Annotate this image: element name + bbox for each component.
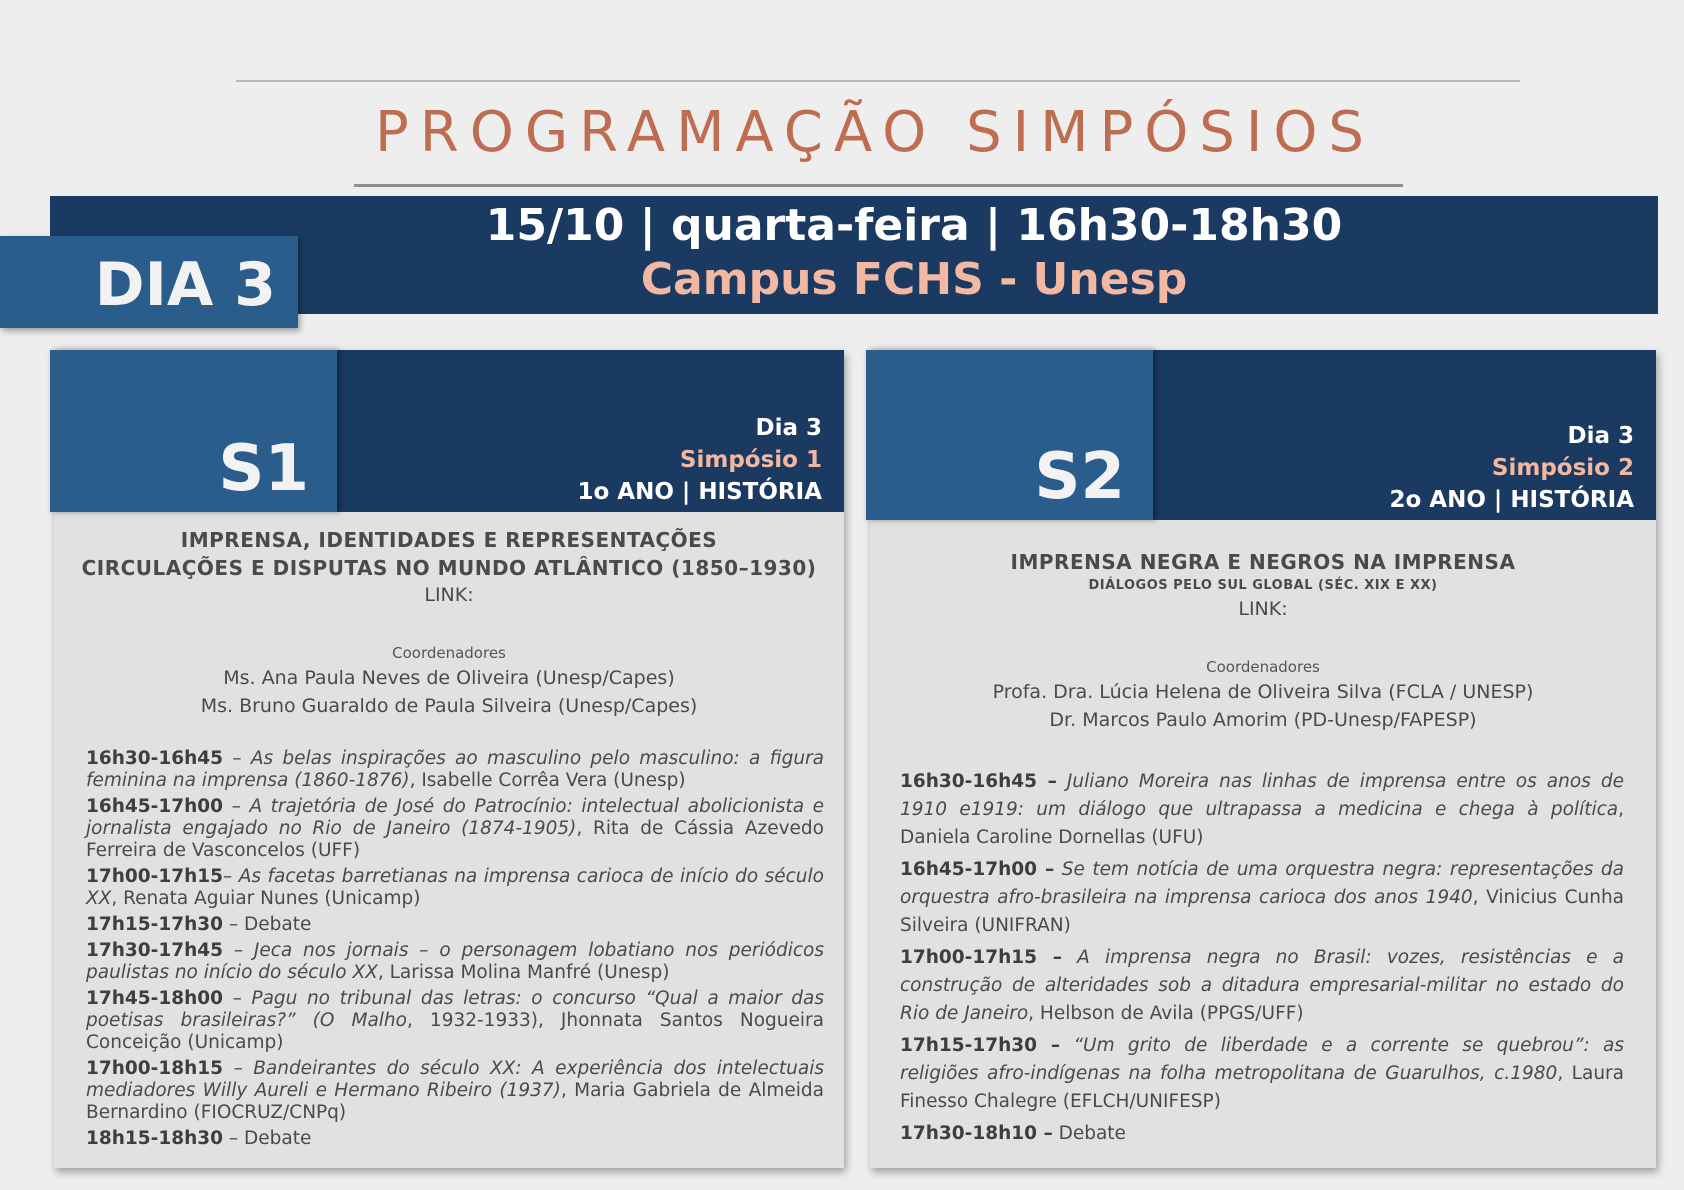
schedule-author: , Larissa Molina Manfré (Unesp) bbox=[377, 962, 670, 983]
schedule-time: 16h45-17h00 bbox=[86, 796, 223, 817]
schedule-author: , Helbson de Avila (PPGS/UFF) bbox=[1028, 1003, 1304, 1024]
page-title: PROGRAMAÇÃO SIMPÓSIOS bbox=[375, 100, 1375, 165]
schedule-talk-title: Bandeirantes do século XX: A experiência dos intelectuais mediadores Willy Aureli e Hermano Ribeiro (1937) bbox=[86, 1058, 824, 1101]
coordinator-name: Dr. Marcos Paulo Amorim (PD-Unesp/FAPESP) bbox=[1049, 709, 1477, 731]
schedule-time: 16h30-16h45 – bbox=[900, 771, 1057, 792]
card-day: Dia 3 bbox=[755, 415, 822, 441]
schedule-author: , Rita de Cássia Azevedo Ferreira de Vasconcelos (UFF) bbox=[86, 818, 824, 861]
schedule-talk-title: Pagu no tribunal das letras: o concurso “Qual a maior das poetisas brasileiras?” (O Malho bbox=[86, 988, 825, 1031]
coordinators-label: Coordenadores bbox=[1206, 658, 1320, 676]
schedule-author: , Isabelle Corrêa Vera (Unesp) bbox=[409, 770, 686, 791]
schedule-item: 18h15-18h30 – Debate bbox=[86, 1128, 312, 1149]
banner-date-line: 15/10 | quarta-feira | 16h30-18h30 bbox=[485, 200, 1343, 251]
schedule-item bbox=[900, 1120, 1624, 1148]
schedule-list bbox=[870, 768, 1656, 1148]
schedule-item bbox=[900, 944, 1624, 1028]
schedule-author: , Daniela Caroline Dornellas (UFU) bbox=[900, 799, 1624, 848]
coordinator-name: Profa. Dra. Lúcia Helena de Oliveira Silva (FCLA / UNESP) bbox=[992, 681, 1534, 703]
schedule-talk-title: A imprensa negra no Brasil: vozes, resistências e a construção de alteridades sob a ditadura empresarial-militar no estado do Rio de Janeiro bbox=[900, 947, 1624, 1024]
schedule-talk-title: Juliano Moreira nas linhas de imprensa entre os anos de 1910 e1919: um diálogo que ultrapassa a medicina e chega à política bbox=[900, 771, 1624, 820]
card-symposium: Simpósio 2 bbox=[1491, 455, 1634, 481]
schedule-author: , Maria Gabriela de Almeida Bernardino (FIOCRUZ/CNPq) bbox=[86, 1080, 824, 1123]
schedule-talk-title: As belas inspirações ao masculino pelo masculino: a figura feminina na imprensa (1860-1876) bbox=[86, 748, 824, 791]
coordinator-name: Ms. Ana Paula Neves de Oliveira (Unesp/Capes) bbox=[223, 667, 675, 689]
schedule-talk-title: As facetas barretianas na imprensa carioca de início do século XX bbox=[86, 866, 824, 909]
card-day: Dia 3 bbox=[1567, 423, 1634, 449]
schedule-author: , 1932-1933), Jhonnata Santos Nogueira Conceição (Unicamp) bbox=[86, 1010, 824, 1053]
schedule-time: 17h15-17h30 – bbox=[900, 1035, 1061, 1056]
schedule-item: 17h00-17h15– As facetas barretianas na imprensa carioca de início do século XX, Renata Aguiar Nunes (Unicamp) bbox=[86, 866, 824, 909]
symposium-code-box bbox=[50, 350, 337, 512]
theme-title: IMPRENSA, IDENTIDADES E REPRESENTAÇÕES bbox=[180, 528, 718, 552]
banner-venue: Campus FCHS - Unesp bbox=[640, 254, 1188, 305]
schedule-item: 16h45-17h00 – A trajetória de José do Patrocínio: intelectual abolicionista e jornalista engajado no Rio de Janeiro (1874-1905), Rita de Cássia Azevedo Ferreira de Vasconcelos (UFF) bbox=[86, 796, 824, 861]
schedule-item: 17h15-17h30 – Debate bbox=[86, 914, 312, 935]
schedule-talk-title: Se tem notícia de uma orquestra negra: representações da orquestra afro-brasileira na imprensa carioca dos anos 1940 bbox=[900, 859, 1624, 908]
day-tab-label: DIA 3 bbox=[94, 250, 276, 320]
top-divider bbox=[236, 80, 1520, 82]
schedule-author: Debate bbox=[244, 914, 312, 935]
card-year: 2o ANO | HISTÓRIA bbox=[1389, 487, 1634, 513]
schedule-author: , Renata Aguiar Nunes (Unicamp) bbox=[111, 888, 421, 909]
link-label[interactable]: LINK: bbox=[424, 584, 474, 606]
card-body bbox=[870, 548, 1656, 1152]
symposium-code-box bbox=[866, 350, 1153, 520]
card-header-info bbox=[1389, 420, 1634, 516]
theme-subtitle: CIRCULAÇÕES E DISPUTAS NO MUNDO ATLÂNTICO (1850–1930) bbox=[81, 556, 817, 580]
title-divider bbox=[354, 184, 1403, 187]
card-body bbox=[54, 526, 844, 1154]
schedule-author: , Laura Finesso Chalegre (EFLCH/UNIFESP) bbox=[900, 1063, 1624, 1112]
card-symposium: Simpósio 1 bbox=[679, 447, 822, 473]
theme-title: IMPRENSA NEGRA E NEGROS NA IMPRENSA bbox=[1010, 550, 1516, 574]
schedule-talk-title: A trajetória de José do Patrocínio: intelectual abolicionista e jornalista engajado no Rio de Janeiro (1874-1905) bbox=[86, 796, 824, 839]
card-header bbox=[866, 350, 1656, 520]
theme-subtitle: DIÁLOGOS PELO SUL GLOBAL (SÉC. XIX E XX) bbox=[1088, 578, 1438, 593]
schedule-time: 17h30-18h10 – bbox=[900, 1123, 1053, 1144]
schedule-item: 16h30-16h45 – As belas inspirações ao masculino pelo masculino: a figura feminina na imprensa (1860-1876), Isabelle Corrêa Vera (Unesp) bbox=[86, 748, 824, 791]
card-header bbox=[50, 350, 844, 512]
symposium-card-s1 bbox=[54, 350, 844, 1168]
schedule-time: 16h30-16h45 bbox=[86, 748, 223, 769]
schedule-item bbox=[900, 856, 1624, 940]
symposium-code: S1 bbox=[218, 432, 309, 506]
symposium-card-s2 bbox=[870, 350, 1656, 1168]
schedule-time: 17h00-17h15 – bbox=[900, 947, 1062, 968]
schedule-list bbox=[54, 748, 844, 1150]
schedule-item: 17h30-17h45 – Jeca nos jornais – o personagem lobatiano nos periódicos paulistas no início do século XX, Larissa Molina Manfré (Unesp) bbox=[86, 940, 825, 983]
schedule-time: 17h45-18h00 bbox=[86, 988, 223, 1009]
symposium-code: S2 bbox=[1034, 440, 1125, 514]
schedule-time: 17h00-17h15 bbox=[86, 866, 223, 887]
schedule-item bbox=[900, 768, 1624, 852]
schedule-item: 17h45-18h00 – Pagu no tribunal das letras: o concurso “Qual a maior das poetisas brasileiras?” (O Malho, 1932-1933), Jhonnata Santos Nogueira Conceição (Unicamp) bbox=[86, 988, 825, 1053]
schedule-time: 16h45-17h00 – bbox=[900, 859, 1055, 880]
schedule-talk-title: “Um grito de liberdade e a corrente se quebrou”: as religiões afro-indígenas na folha metropolitana de Guarulhos, c.1980 bbox=[900, 1035, 1624, 1084]
schedule-author: Debate bbox=[244, 1128, 312, 1149]
card-year: 1o ANO | HISTÓRIA bbox=[577, 479, 822, 505]
coordinators-label: Coordenadores bbox=[392, 644, 506, 662]
card-header-info bbox=[577, 412, 822, 508]
day-tab bbox=[0, 236, 298, 328]
schedule-time: 17h00-18h15 bbox=[86, 1058, 223, 1079]
schedule-time: 17h30-17h45 bbox=[86, 940, 223, 961]
schedule-time: 18h15-18h30 bbox=[86, 1128, 223, 1149]
schedule-time: 17h15-17h30 bbox=[86, 914, 223, 935]
schedule-talk-title: Jeca nos jornais – o personagem lobatiano nos periódicos paulistas no início do século XX bbox=[86, 940, 825, 983]
schedule-author: Debate bbox=[1058, 1123, 1126, 1144]
link-label[interactable]: LINK: bbox=[1238, 598, 1288, 620]
schedule-item bbox=[900, 1032, 1624, 1116]
schedule-author: , Vinicius Cunha Silveira (UNIFRAN) bbox=[900, 887, 1625, 936]
coordinator-name: Ms. Bruno Guaraldo de Paula Silveira (Unesp/Capes) bbox=[200, 695, 698, 717]
schedule-item: 17h00-18h15 – Bandeirantes do século XX: A experiência dos intelectuais mediadores Willy Aureli e Hermano Ribeiro (1937), Maria Gabriela de Almeida Bernardino (FIOCRUZ/CNPq) bbox=[86, 1058, 824, 1123]
